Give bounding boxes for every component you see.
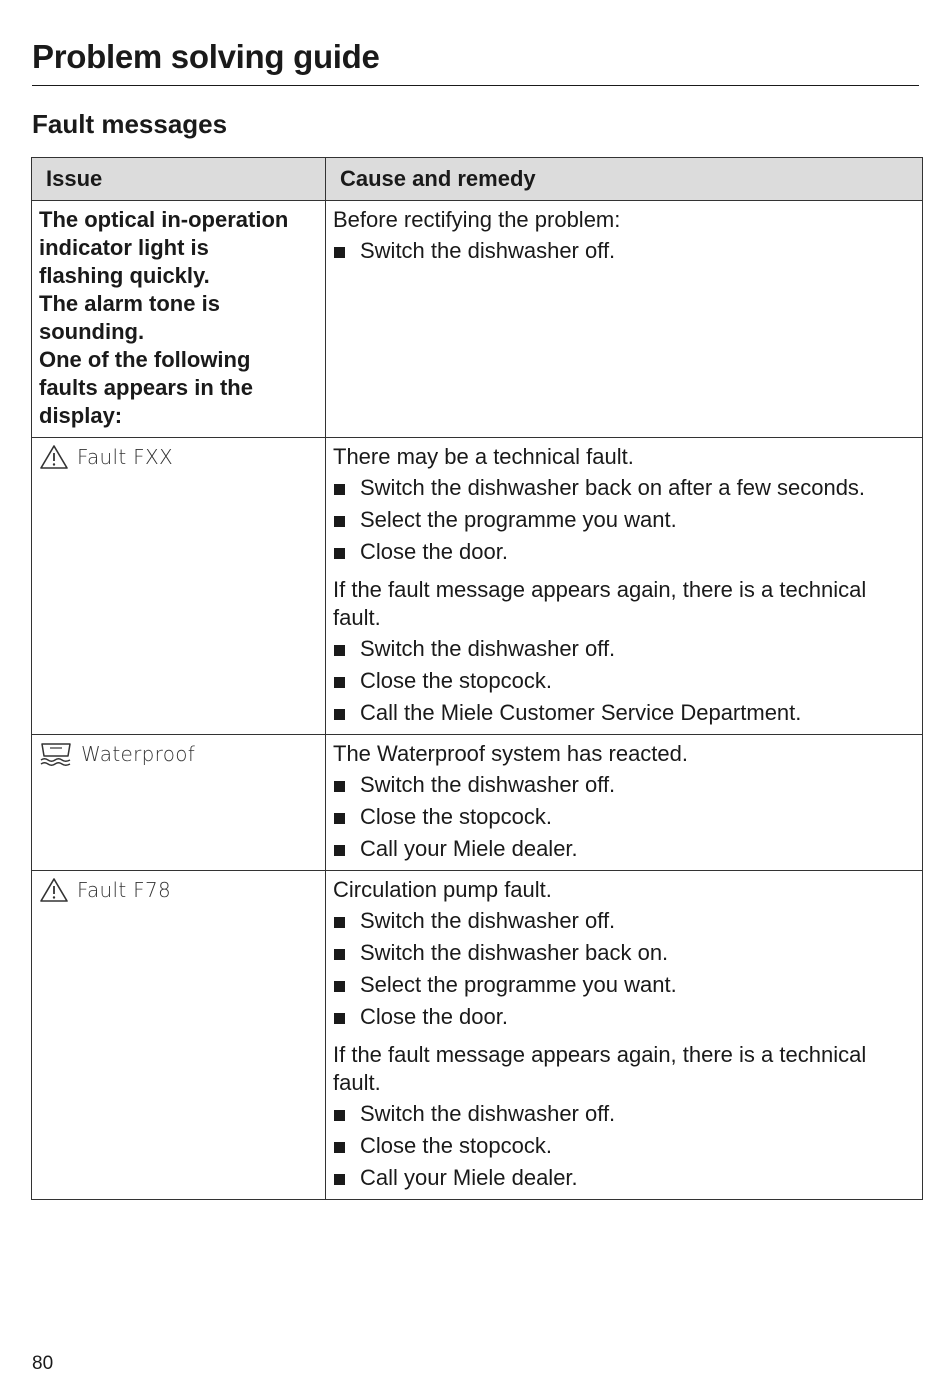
cause-intro: There may be a technical fault. — [333, 444, 634, 469]
remedy-step: Call your Miele dealer. — [333, 1164, 915, 1192]
remedy-list — [333, 907, 915, 1031]
page-number: 80 — [32, 1353, 54, 1374]
remedy-step: Switch the dishwasher back on. — [333, 939, 915, 967]
fault-display-text: Fault F78 — [77, 878, 172, 902]
table-row — [32, 201, 923, 438]
table-row — [32, 735, 923, 871]
remedy-list — [333, 237, 915, 265]
cause-intro: The Waterproof system has reacted. — [333, 741, 688, 766]
column-header-issue: Issue — [32, 158, 326, 201]
fault-display — [39, 443, 318, 471]
repeat-fault-note: If the fault message appears again, there is a technical fault. — [333, 1042, 867, 1095]
fault-messages-table — [31, 157, 923, 1200]
remedy-step: Switch the dishwasher off. — [333, 771, 915, 799]
cause-intro: Circulation pump fault. — [333, 877, 552, 902]
remedy-step: Close the stopcock. — [333, 667, 915, 695]
issue-cell — [32, 438, 326, 735]
issue-line: sounding. — [39, 319, 145, 344]
fault-display-text: Waterproof — [81, 742, 196, 766]
remedy-list — [333, 771, 915, 863]
remedy-step: Switch the dishwasher back on after a few seconds. — [333, 474, 915, 502]
cause-cell — [326, 201, 923, 438]
fault-display-text: Fault FXX — [77, 445, 173, 469]
remedy-step: Close the stopcock. — [333, 803, 915, 831]
issue-line: One of the following — [39, 347, 251, 372]
title-divider — [32, 85, 919, 86]
remedy-step: Call your Miele dealer. — [333, 835, 915, 863]
remedy-step: Close the stopcock. — [333, 1132, 915, 1160]
issue-line: display: — [39, 403, 123, 428]
remedy-list — [333, 1100, 915, 1192]
column-header-cause: Cause and remedy — [326, 158, 923, 201]
table-row — [32, 438, 923, 735]
issue-line: The alarm tone is — [39, 291, 220, 316]
issue-line: indicator light is — [39, 235, 209, 260]
repeat-fault-note: If the fault message appears again, there is a technical fault. — [333, 577, 867, 630]
remedy-list — [333, 474, 915, 566]
remedy-step: Select the programme you want. — [333, 506, 915, 534]
remedy-list — [333, 635, 915, 727]
remedy-step: Switch the dishwasher off. — [333, 907, 915, 935]
fault-display — [39, 740, 318, 768]
issue-cell — [32, 735, 326, 871]
fault-display — [39, 876, 318, 904]
section-title: Fault messages — [32, 109, 228, 139]
remedy-step: Close the door. — [333, 538, 915, 566]
cause-cell — [326, 735, 923, 871]
remedy-step: Select the programme you want. — [333, 971, 915, 999]
remedy-step: Switch the dishwasher off. — [333, 635, 915, 663]
issue-line: flashing quickly. — [39, 263, 210, 288]
waterproof-icon — [39, 741, 73, 767]
remedy-step: Close the door. — [333, 1003, 915, 1031]
remedy-step: Switch the dishwasher off. — [333, 1100, 915, 1128]
remedy-step: Call the Miele Customer Service Department. — [333, 699, 915, 727]
issue-cell — [32, 871, 326, 1200]
issue-line: The optical in-operation — [39, 207, 289, 232]
issue-cell — [32, 201, 326, 438]
table-header-row — [32, 158, 923, 201]
cause-cell — [326, 871, 923, 1200]
warning-triangle-icon — [39, 877, 69, 903]
issue-line: faults appears in the — [39, 375, 253, 400]
remedy-step: Switch the dishwasher off. — [333, 237, 915, 265]
warning-triangle-icon — [39, 444, 69, 470]
cause-cell — [326, 438, 923, 735]
page-title: Problem solving guide — [32, 38, 380, 75]
table-row — [32, 871, 923, 1200]
cause-intro: Before rectifying the problem: — [333, 207, 621, 232]
